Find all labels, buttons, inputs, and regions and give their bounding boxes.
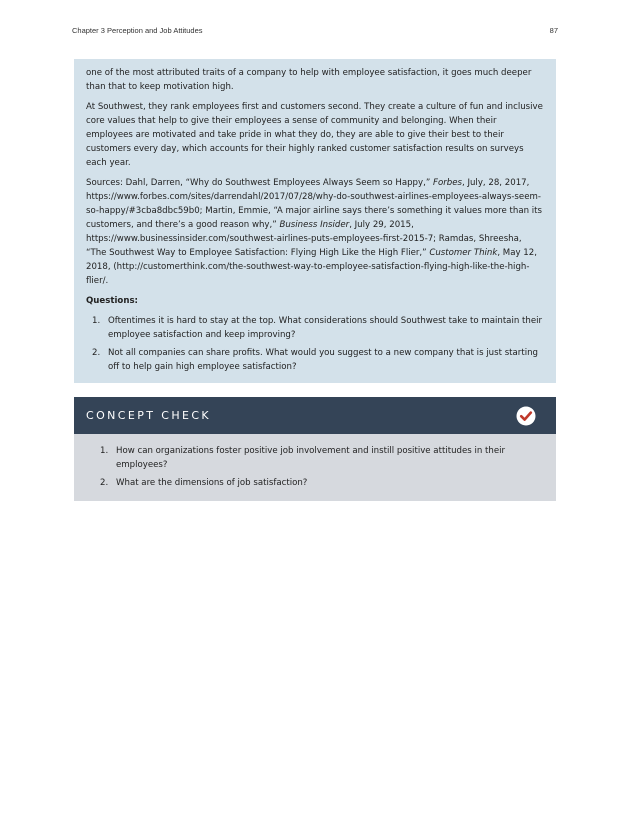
checkmark-icon <box>516 406 536 426</box>
list-item <box>86 314 544 342</box>
feature-paragraph-2: At Southwest, they rank employees first and customers second. They create a culture of fun and inclusive core values that help to give their employees a sense of community and belonging. When their employees are motivated and take pride in what they do, they are able to give their best to their customers every day, which accounts for their highly ranked customer satisfaction results on surveys each year. <box>86 102 543 168</box>
concept-check-title: CONCEPT CHECK <box>86 409 212 422</box>
concept-check-list <box>86 444 544 490</box>
list-item <box>86 444 544 472</box>
sources-text-4: , May 12, 2018, (http://customerthink.com/the-southwest-way-to-employee-satisfaction-flying-high-like-the-high-flier/. <box>86 248 537 286</box>
list-number: 1. <box>100 446 109 456</box>
list-item <box>86 476 544 490</box>
source-business-insider: Business Insider <box>279 220 350 230</box>
questions-list <box>86 314 544 374</box>
feature-paragraph-1: one of the most attributed traits of a company to help with employee satisfaction, it goes much deeper than that to keep motivation high. <box>86 68 532 92</box>
concept-check-box <box>74 397 556 501</box>
list-number: 2. <box>92 348 101 358</box>
list-item <box>86 346 544 374</box>
list-text: Oftentimes it is hard to stay at the top. What considerations should Southwest take to maintain their employee satisfaction and keep improving? <box>108 316 543 340</box>
questions-title: Questions: <box>86 296 138 306</box>
list-text: Not all companies can share profits. What would you suggest to a new company that is just starting off to help gain high employee satisfaction? <box>108 348 538 372</box>
list-text: What are the dimensions of job satisfaction? <box>116 478 308 488</box>
source-forbes: Forbes <box>433 178 462 188</box>
sources-text-2: , July, 28, 2017, https://www.forbes.com/sites/darrendahl/2017/07/28/why-do-southwest-airlines-employees-always-seem-so-happy/#3cba8dbc59b0; Martin, Emmie, “A major airline says there’s something it values more than its customers, and there’s a good reason why,” <box>86 178 543 230</box>
concept-check-header <box>74 397 556 434</box>
chapter-title: Chapter 3 Perception and Job Attitudes <box>72 26 203 35</box>
feature-box <box>74 59 556 383</box>
sources-text-3: , July 29, 2015, https://www.businessinsider.com/southwest-airlines-puts-employees-first-2015-7; Ramdas, Shreesha, “The Southwest Way to Employee Satisfaction: Flying High Like the High Flier,” <box>86 220 522 258</box>
list-number: 1. <box>92 316 101 326</box>
page-header <box>72 26 558 35</box>
sources-text-1: Sources: Dahl, Darren, “Why do Southwest Employees Always Seem so Happy,” <box>86 178 434 188</box>
page-number: 87 <box>549 26 558 35</box>
concept-check-body <box>74 434 556 501</box>
sources-paragraph <box>86 176 544 288</box>
source-customer-think: Customer Think <box>429 248 498 258</box>
list-text: How can organizations foster positive job involvement and instill positive attitudes in their employees? <box>116 446 506 470</box>
list-number: 2. <box>100 478 109 488</box>
